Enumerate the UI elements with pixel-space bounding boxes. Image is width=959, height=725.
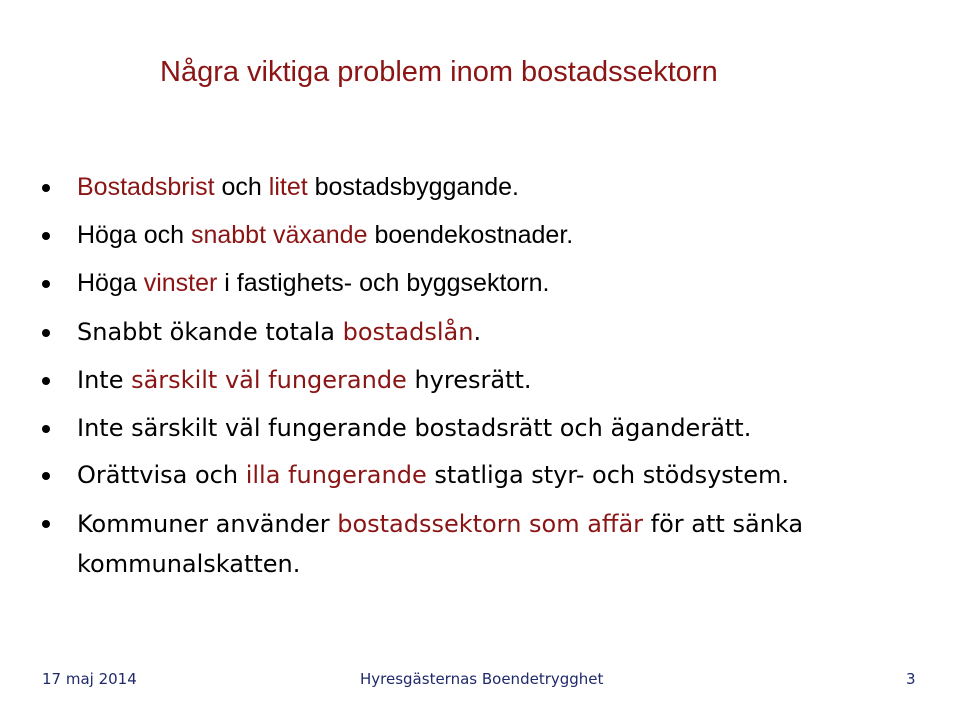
bullet-part: Kommuner använder [77,510,338,538]
bullet-dot-icon [42,232,50,240]
bullet-dot-icon [42,425,50,433]
bullet-part: Orättvisa och [77,461,246,489]
bullet-part: Snabbt ökande totala [77,318,343,346]
bullet-text [77,216,937,254]
bullet-part: statliga styr- och stödsystem. [426,461,789,489]
bullet-dot-icon [42,280,50,288]
bullet-part: och [214,173,269,201]
bullet-text [77,264,937,302]
bullet-part: i fastighets- och byggsektorn. [217,269,550,297]
bullet-part: illa fungerande [245,461,427,489]
bullet-dot-icon [42,472,50,480]
footer-date: 17 maj 2014 [42,670,137,688]
bullet-part: litet [268,173,308,201]
bullet-part: bostadslån [342,318,474,346]
bullet-part: särskilt väl fungerande [131,366,407,394]
footer-organization: Hyresgästernas Boendetrygghet [360,670,604,688]
bullet-dot-icon [42,329,50,337]
bullet-part: Höga och [77,221,191,249]
bullet-text [77,361,937,399]
bullet-part: boendekostnader. [367,221,574,249]
footer-page-number: 3 [906,670,916,688]
bullet-part: snabbt växande [190,221,368,249]
bullet-part: . [473,318,482,346]
bullet-part: Inte [77,366,132,394]
bullet-part: Inte särskilt väl fungerande bostadsrätt och äganderätt. [77,414,752,442]
bullet-part: för att sänka kommunalskatten. [77,510,804,578]
bullet-part: bostadssektorn som affär [337,510,644,538]
bullet-part: vinster [143,269,218,297]
bullet-dot-icon [42,184,50,192]
bullet-part: hyresrätt. [406,366,532,394]
bullet-part: Höga [77,269,144,297]
bullet-part: Bostadsbrist [77,173,215,201]
bullet-text [77,313,937,351]
bullet-text [77,504,907,584]
bullet-dot-icon [42,377,50,385]
bullet-text [77,409,937,447]
bullet-dot-icon [42,520,50,528]
slide-title: Några viktiga problem inom bostadssektorn [160,56,718,88]
bullet-part: bostadsbyggande. [307,173,519,201]
bullet-text [77,456,937,494]
bullet-text [77,168,937,206]
